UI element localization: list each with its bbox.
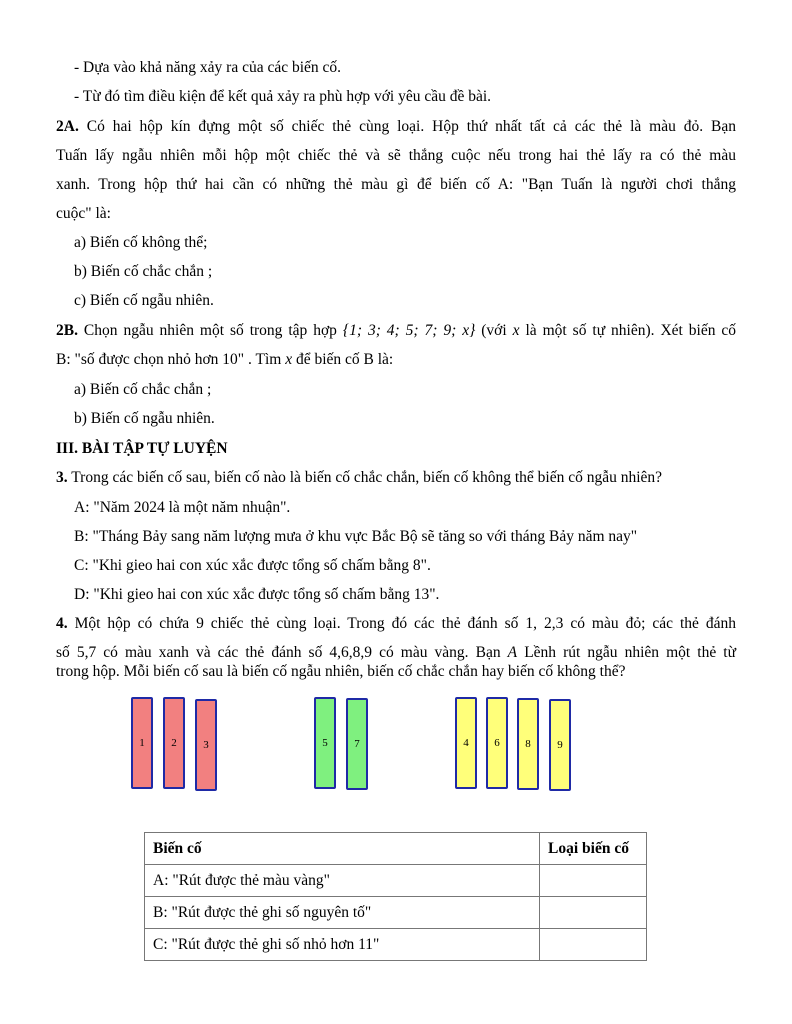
ex3-question [56,468,662,488]
ex2B-var-2: x [285,351,293,368]
ex4-var: A [507,644,518,661]
ex3-item-d: D: "Khi gieo hai con xúc xắc được tổng số chấm bằng 13". [74,586,440,603]
ex2B-var: x [512,322,520,339]
ex2A-line-1 [56,117,736,137]
table-cell-event: B: "Rút được thẻ ghi số nguyên tố" [145,897,540,929]
ex4-line-3: trong hộp. Mỗi biến cố sau là biến cố ngẫu nhiên, biến cố chắc chắn hay biến cố không thể? [56,663,626,680]
table-header-row [145,833,647,865]
card-green-5: 5 [314,697,336,789]
card-yellow-6: 6 [486,697,508,789]
table-row [145,865,647,897]
card-red-2: 2 [163,697,185,789]
table-header-type: Loại biến cố [540,833,647,865]
table-cell-event: A: "Rút được thẻ màu vàng" [145,865,540,897]
section-heading: III. BÀI TẬP TỰ LUYỆN [56,440,228,457]
ex4-line-2 [56,643,736,663]
table-cell-type [540,897,647,929]
ex2B-line-2 [56,350,393,370]
table-cell-event: C: "Rút được thẻ ghi số nhỏ hơn 11" [145,929,540,961]
ex3-item-c: C: "Khi gieo hai con xúc xắc được tổng số chấm bằng 8". [74,557,431,574]
table-header-event: Biến cố [145,833,540,865]
ex3-item-a: A: "Năm 2024 là một năm nhuận". [74,499,291,516]
ex4-line2-post: Lềnh rút ngẫu nhiên một thẻ từ [517,644,736,661]
ex2A-line-4: cuộc" là: [56,205,111,222]
card-yellow-4: 4 [455,697,477,789]
ex2B-line-1 [56,321,736,341]
table-row [145,929,647,961]
table-row [145,897,647,929]
ex3-label: 3. [56,469,68,486]
ex2B-set: {1; 3; 4; 5; 7; 9; x} [342,322,476,339]
ex2B-text-mid: (với [481,322,507,339]
card-yellow-9: 9 [549,699,571,791]
ex4-label: 4. [56,615,68,632]
intro-line-2: - Từ đó tìm điều kiện để kết quả xảy ra phù hợp với yêu cầu đề bài. [74,88,492,105]
card-red-3: 3 [195,699,217,791]
ex4-line-1 [56,614,736,634]
ex2A-option-a: a) Biến cố không thể; [74,234,208,251]
ex4-text-1: Một hộp có chứa 9 chiếc thẻ cùng loại. Trong đó các thẻ đánh số 1, 2,3 có màu đỏ; các thẻ đánh [74,615,737,632]
card-red-1: 1 [131,697,153,789]
ex2A-option-c: c) Biến cố ngẫu nhiên. [74,292,214,309]
card-yellow-8: 8 [517,698,539,790]
ex3-item-b: B: "Tháng Bảy sang năm lượng mưa ở khu vực Bắc Bộ sẽ tăng so với tháng Bảy năm nay" [74,528,638,545]
event-table [144,832,647,961]
table-cell-type [540,929,647,961]
ex2A-line-3: xanh. Trong hộp thứ hai cần có những thẻ màu gì để biến cố A: "Bạn Tuấn là người chơi thắng [56,176,736,193]
intro-line-1: - Dựa vào khả năng xảy ra của các biến cố. [74,59,342,76]
ex2A-line-2: Tuấn lấy ngẫu nhiên mỗi hộp một chiếc thẻ và sẽ thắng cuộc nếu trong hai thẻ lấy ra có thẻ màu [56,147,736,164]
ex2B-option-a: a) Biến cố chắc chắn ; [74,381,212,398]
table-cell-type [540,865,647,897]
ex2A-text-1: Có hai hộp kín đựng một số chiếc thẻ cùng loại. Hộp thứ nhất tất cả các thẻ là màu đỏ. Bạn [86,118,736,135]
ex2B-option-b: b) Biến cố ngẫu nhiên. [74,410,215,427]
card-green-7: 7 [346,698,368,790]
ex2B-text-post: là một số tự nhiên). Xét biến cố [525,322,737,339]
ex2B-line2-pre: B: "số được chọn nhỏ hơn 10" . Tìm [56,351,282,368]
ex2B-label: 2B. [56,322,78,339]
ex2B-text-pre: Chọn ngẫu nhiên một số trong tập hợp [83,322,337,339]
ex2A-label: 2A. [56,118,79,135]
ex3-text: Trong các biến cố sau, biến cố nào là biến cố chắc chắn, biến cố không thể biến cố ngẫu nhiên? [71,469,663,486]
ex4-line2-pre: số 5,7 có màu xanh và các thẻ đánh số 4,6,8,9 có màu vàng. Bạn [56,644,508,661]
ex2A-option-b: b) Biến cố chắc chắn ; [74,263,213,280]
ex2B-line2-post: để biến cố B là: [295,351,394,368]
